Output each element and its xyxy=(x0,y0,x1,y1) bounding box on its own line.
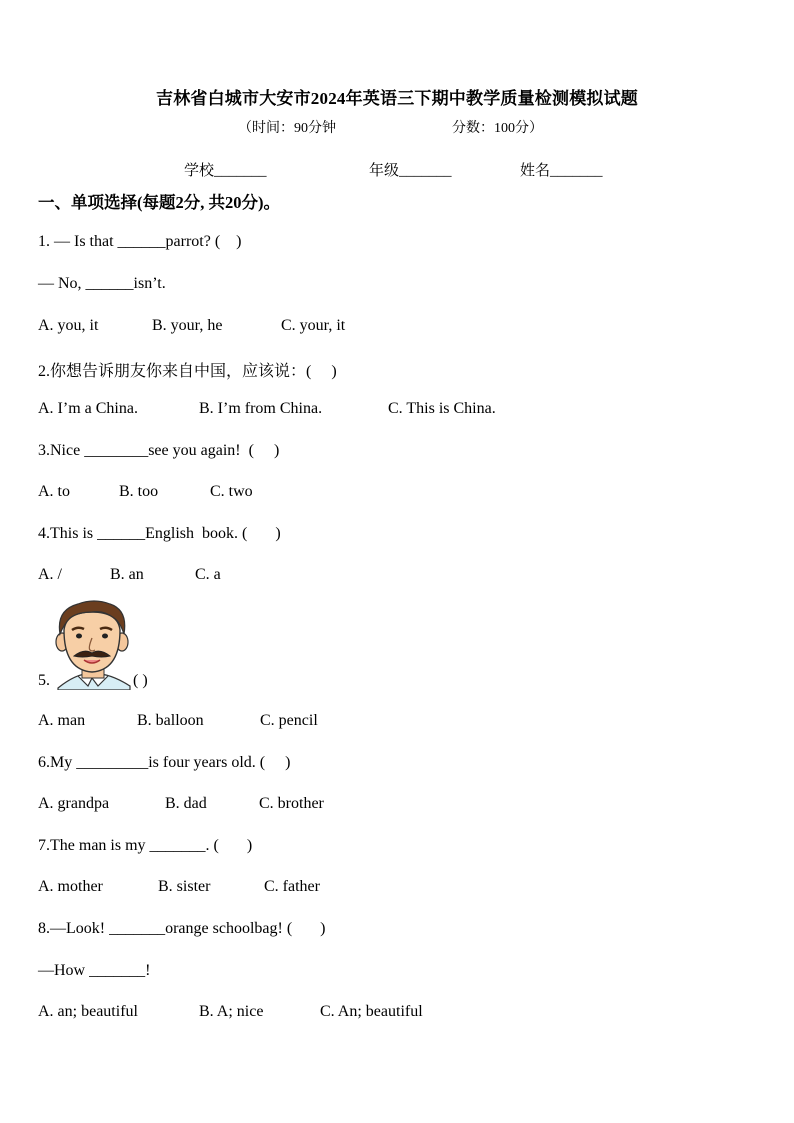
exam-score: 分数：100分） xyxy=(452,121,543,136)
q3-option-c: C. two xyxy=(210,483,253,500)
q4-option-c: C. a xyxy=(195,566,221,583)
q1-option-a: A. you, it xyxy=(38,317,99,334)
question-8-stem: 8.—Look! _______orange schoolbag! ( ) xyxy=(38,920,326,937)
question-6-stem: 6.My _________is four years old. ( ) xyxy=(38,754,291,771)
question-7-stem: 7.The man is my _______. ( ) xyxy=(38,837,253,854)
question-1-response: — No, ______isn’t. xyxy=(38,275,166,292)
q8-option-c: C. An; beautiful xyxy=(320,1003,423,1020)
name-field: 姓名_______ xyxy=(520,163,603,179)
q2-option-b: B. I’m from China. xyxy=(199,400,323,417)
q6-option-b: B. dad xyxy=(165,795,207,812)
exam-time: （时间：90分钟 xyxy=(238,121,336,136)
question-2-stem: 2.你想告诉朋友你来自中国，应该说：( ) xyxy=(38,363,337,380)
question-4-stem: 4.This is ______English book. ( ) xyxy=(38,525,281,542)
q3-option-a: A. to xyxy=(38,483,70,500)
q6-option-a: A. grandpa xyxy=(38,795,110,812)
q8-option-b: B. A; nice xyxy=(199,1003,264,1020)
q5-option-b: B. balloon xyxy=(137,712,204,729)
q5-option-a: A. man xyxy=(38,712,86,729)
question-8-response: —How _______! xyxy=(38,962,151,979)
q4-option-a: A. / xyxy=(38,566,62,583)
q8-option-a: A. an; beautiful xyxy=(38,1003,138,1020)
section-heading: 一、单项选择(每题2分, 共20分)。 xyxy=(38,193,280,212)
q7-option-a: A. mother xyxy=(38,878,103,895)
question-1-stem: 1. — Is that ______parrot? ( ) xyxy=(38,233,242,250)
q1-option-c: C. your, it xyxy=(281,317,346,334)
q6-option-c: C. brother xyxy=(259,795,324,812)
question-5-answer-blank: ( ) xyxy=(133,672,148,689)
school-field: 学校_______ xyxy=(184,163,267,179)
q3-option-b: B. too xyxy=(119,483,159,500)
q2-option-a: A. I’m a China. xyxy=(38,400,138,417)
q7-option-c: C. father xyxy=(264,878,320,895)
page-title: 吉林省白城市大安市2024年英语三下期中教学质量检测模拟试题 xyxy=(156,89,638,108)
man-face-illustration xyxy=(48,600,136,690)
grade-field: 年级_______ xyxy=(369,163,452,179)
q7-option-b: B. sister xyxy=(158,878,211,895)
q1-option-b: B. your, he xyxy=(152,317,223,334)
q2-option-c: C. This is China. xyxy=(388,400,496,417)
q5-option-c: C. pencil xyxy=(260,712,318,729)
question-3-stem: 3.Nice ________see you again! ( ) xyxy=(38,442,280,459)
q4-option-b: B. an xyxy=(110,566,144,583)
question-5-stem: 5. xyxy=(38,672,50,689)
